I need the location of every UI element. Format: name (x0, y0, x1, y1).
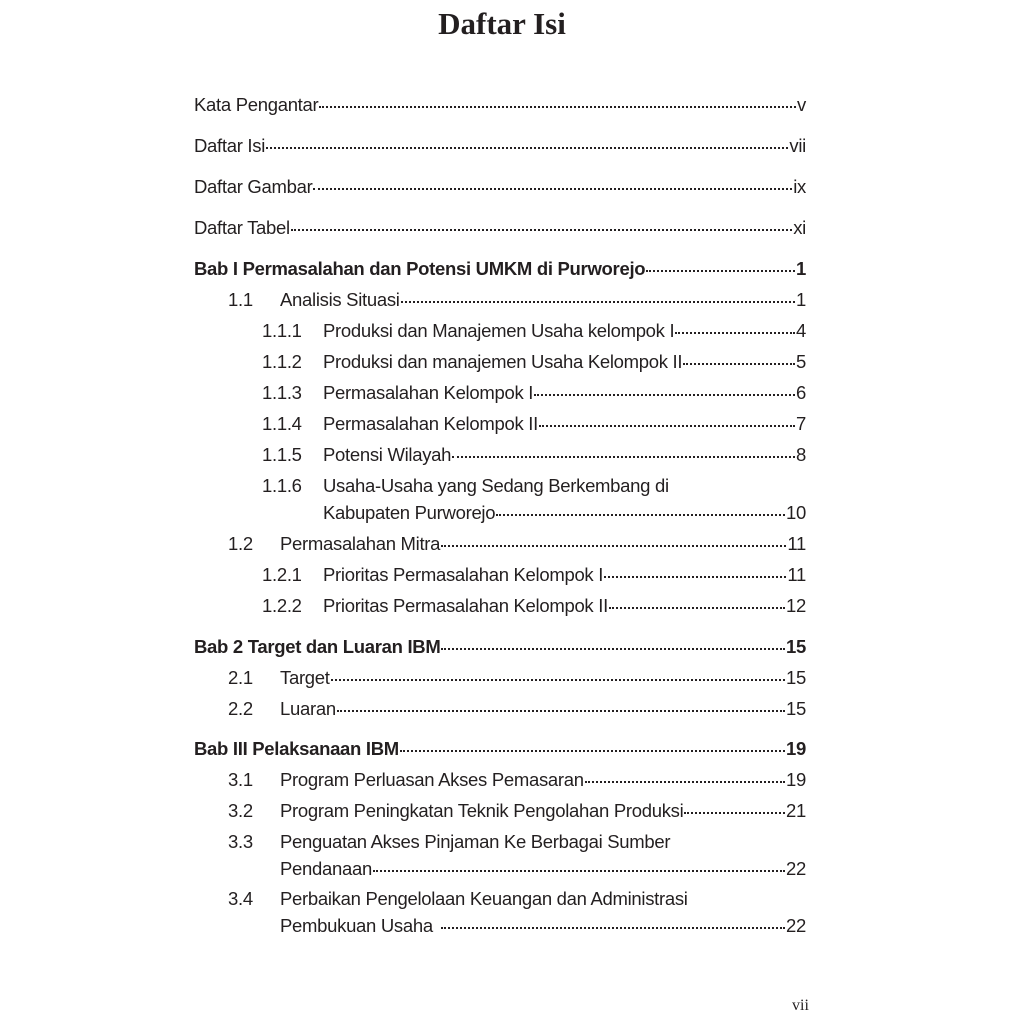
entry-label: Perbaikan Pengelolaan Keuangan dan Administrasi (280, 888, 688, 909)
chapter-label: Bab 2 Target dan Luaran IBM (194, 636, 441, 657)
leader-dots (496, 514, 785, 516)
page-title: Daftar Isi (438, 6, 566, 41)
leader-dots (609, 607, 785, 609)
leader-dots (401, 301, 795, 303)
entry-page: 15 (786, 698, 806, 719)
leader-dots (319, 106, 796, 108)
leader-dots (291, 229, 792, 231)
toc-section-2-1[interactable] (228, 667, 806, 689)
toc-entry-daftar-tabel[interactable] (194, 217, 806, 239)
entry-page: 15 (786, 667, 806, 688)
page-number: vii (792, 997, 809, 1014)
leader-dots (441, 545, 786, 547)
entry-label-continued: Kabupaten Purworejo (323, 502, 496, 523)
entry-label: Prioritas Permasalahan Kelompok II (323, 595, 608, 616)
section-number: 1.1 (228, 289, 253, 310)
toc-section-3-3[interactable] (228, 831, 806, 880)
entry-page: 15 (786, 636, 806, 657)
entry-label: Daftar Gambar (194, 176, 313, 197)
toc-section-1-1-1[interactable] (262, 320, 806, 342)
entry-page: 8 (796, 444, 806, 465)
entry-page: 6 (796, 382, 806, 403)
leader-dots (646, 270, 795, 272)
entry-page: 22 (786, 915, 806, 936)
leader-dots (441, 648, 785, 650)
section-number: 1.1.4 (262, 413, 302, 434)
toc-section-1-2-2[interactable] (262, 595, 806, 617)
leader-dots (585, 781, 785, 783)
leader-dots (400, 750, 785, 752)
leader-dots (675, 332, 795, 334)
toc-section-1-2-1[interactable] (262, 564, 806, 586)
entry-page: 21 (786, 800, 806, 821)
toc-chapter-2[interactable] (194, 636, 806, 658)
entry-label: Daftar Isi (194, 135, 266, 156)
toc-section-1-1-6[interactable] (262, 475, 806, 524)
section-number: 1.2.2 (262, 595, 302, 616)
toc-section-3-4[interactable] (228, 888, 806, 937)
leader-dots (604, 576, 786, 578)
leader-dots (534, 394, 795, 396)
toc-section-3-2[interactable] (228, 800, 806, 822)
entry-page: 5 (796, 351, 806, 372)
entry-label: Penguatan Akses Pinjaman Ke Berbagai Sumber (280, 831, 671, 852)
section-number: 3.2 (228, 800, 253, 821)
entry-label: Program Perluasan Akses Pemasaran (280, 769, 584, 790)
section-number: 1.1.2 (262, 351, 302, 372)
section-number: 1.1.3 (262, 382, 302, 403)
entry-page: xi (793, 217, 806, 238)
section-number: 1.1.6 (262, 475, 302, 496)
entry-label: Program Peningkatan Teknik Pengolahan Produksi (280, 800, 684, 821)
leader-dots (373, 870, 785, 872)
entry-page: 4 (796, 320, 806, 341)
leader-dots (441, 927, 785, 929)
toc-section-1-1-3[interactable] (262, 382, 806, 404)
leader-dots (684, 812, 785, 814)
entry-page: vii (789, 135, 806, 156)
entry-label: Analisis Situasi (280, 289, 400, 310)
entry-page: ix (793, 176, 806, 197)
section-number: 1.1.5 (262, 444, 302, 465)
section-number: 3.3 (228, 831, 253, 852)
leader-dots (539, 425, 795, 427)
entry-page: 1 (796, 258, 806, 279)
toc-section-1-1-5[interactable] (262, 444, 806, 466)
leader-dots (266, 147, 788, 149)
entry-label: Prioritas Permasalahan Kelompok I (323, 564, 604, 585)
toc-section-1-1[interactable] (228, 289, 806, 311)
section-number: 2.2 (228, 698, 253, 719)
leader-dots (313, 188, 792, 190)
toc-section-3-1[interactable] (228, 769, 806, 791)
entry-page: 11 (787, 533, 806, 554)
toc-section-1-1-4[interactable] (262, 413, 806, 435)
section-number: 1.2 (228, 533, 253, 554)
entry-label: Permasalahan Kelompok I (323, 382, 534, 403)
leader-dots (331, 679, 785, 681)
entry-page: 19 (786, 738, 806, 759)
leader-dots (452, 456, 795, 458)
entry-page: 11 (787, 564, 806, 585)
entry-label: Produksi dan manajemen Usaha Kelompok II (323, 351, 683, 372)
section-number: 2.1 (228, 667, 253, 688)
entry-page: 19 (786, 769, 806, 790)
toc-entry-daftar-isi[interactable] (194, 135, 806, 157)
entry-label: Produksi dan Manajemen Usaha kelompok I (323, 320, 675, 341)
toc-chapter-3[interactable] (194, 738, 806, 760)
entry-page: 22 (786, 858, 806, 879)
chapter-label: Bab III Pelaksanaan IBM (194, 738, 399, 759)
entry-label: Potensi Wilayah (323, 444, 452, 465)
entry-label-continued: Pembukuan Usaha (280, 915, 433, 936)
section-number: 1.1.1 (262, 320, 302, 341)
leader-dots (683, 363, 795, 365)
entry-page: 12 (786, 595, 806, 616)
entry-label: Kata Pengantar (194, 94, 319, 115)
section-number: 3.4 (228, 888, 253, 909)
entry-page: 7 (796, 413, 806, 434)
toc-section-1-1-2[interactable] (262, 351, 806, 373)
toc-entry-daftar-gambar[interactable] (194, 176, 806, 198)
chapter-label: Bab I Permasalahan dan Potensi UMKM di Purworejo (194, 258, 646, 279)
toc-entry-kata-pengantar[interactable] (194, 94, 806, 116)
entry-label: Usaha-Usaha yang Sedang Berkembang di (323, 475, 669, 496)
entry-label: Target (280, 667, 330, 688)
entry-page: 1 (796, 289, 806, 310)
entry-label: Permasalahan Kelompok II (323, 413, 538, 434)
leader-dots (337, 710, 785, 712)
entry-page: v (797, 94, 806, 115)
toc-section-2-2[interactable] (228, 698, 806, 720)
entry-label-continued: Pendanaan (280, 858, 372, 879)
section-number: 1.2.1 (262, 564, 302, 585)
entry-page: 10 (786, 502, 806, 523)
section-number: 3.1 (228, 769, 253, 790)
toc-section-1-2[interactable] (228, 533, 806, 555)
entry-label: Luaran (280, 698, 336, 719)
toc-chapter-1[interactable] (194, 258, 806, 280)
entry-label: Daftar Tabel (194, 217, 290, 238)
entry-label: Permasalahan Mitra (280, 533, 441, 554)
